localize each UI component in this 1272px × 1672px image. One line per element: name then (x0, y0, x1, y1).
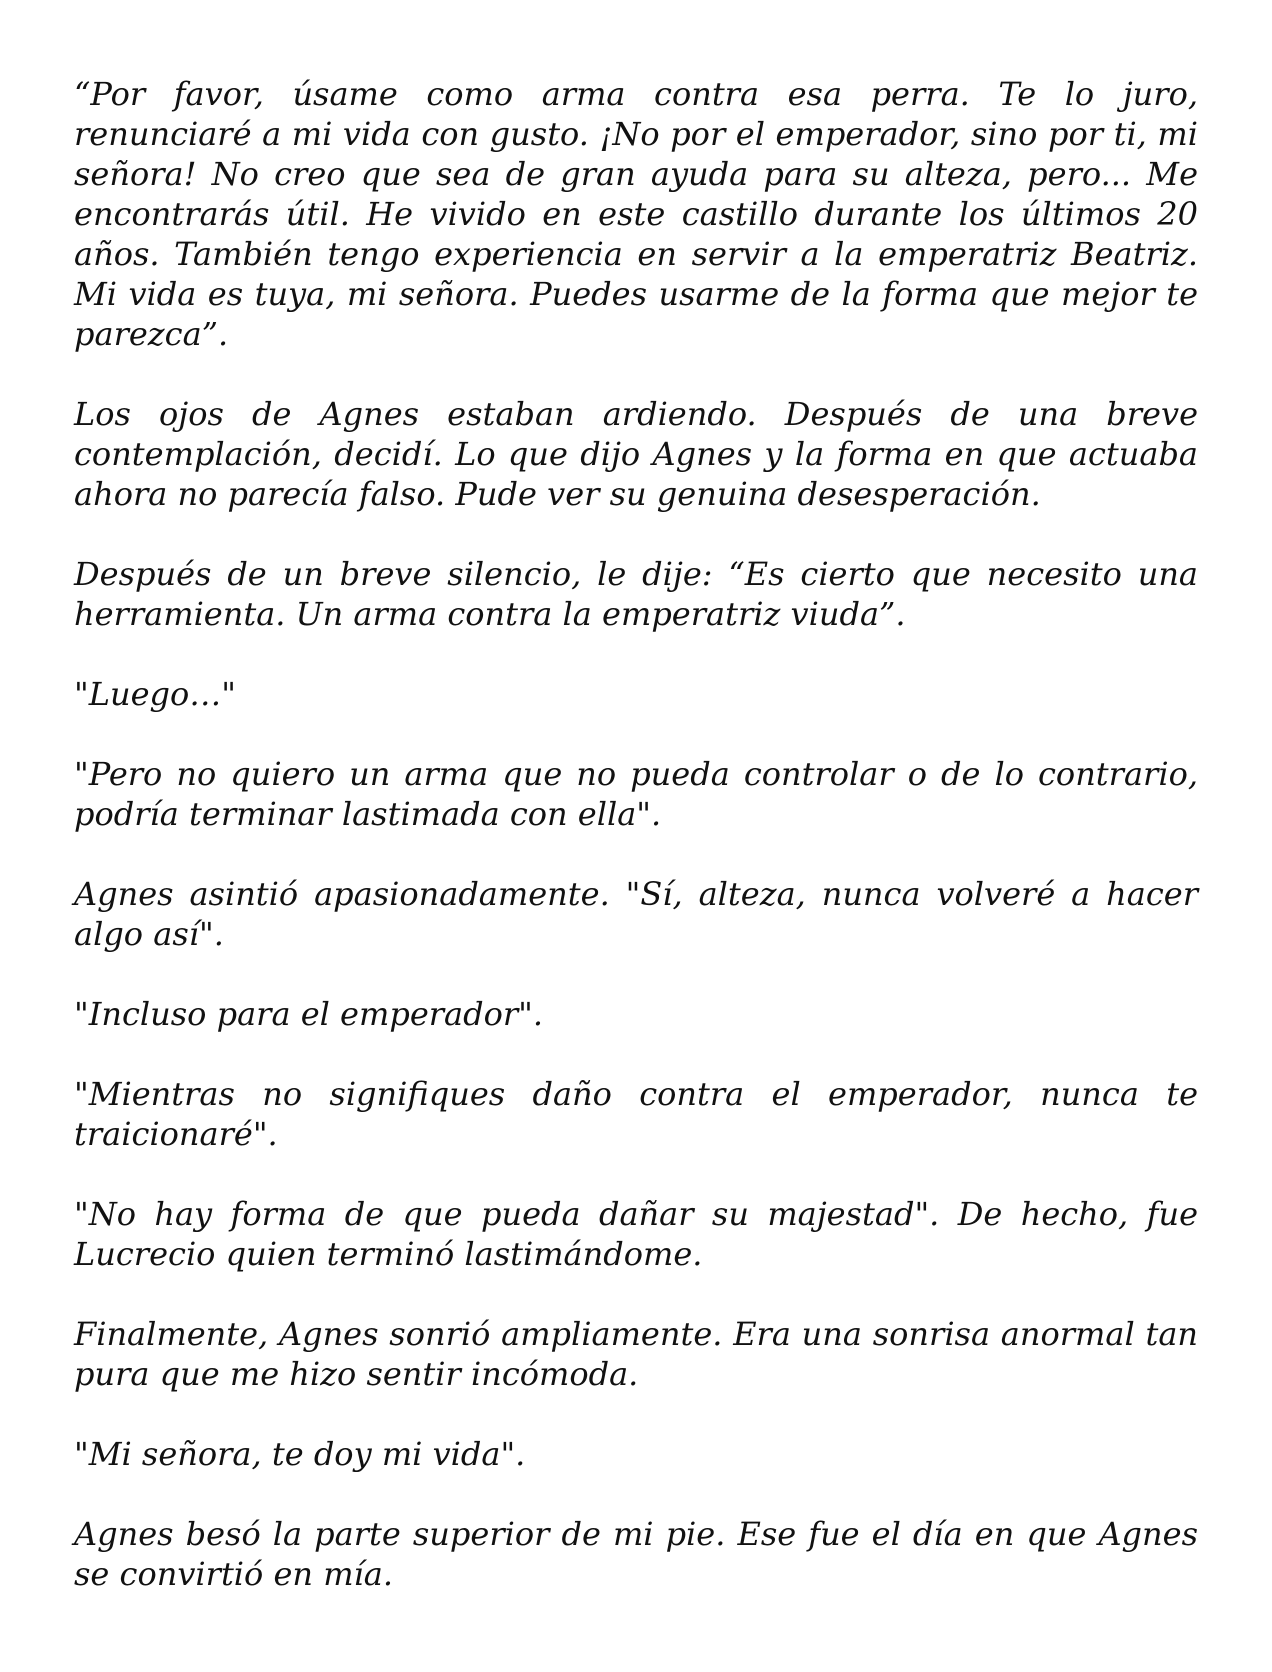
paragraph-need-tool: Después de un breve silencio, le dije: “Es cierto que necesito una herramienta. Un arma contra la emperatriz viuda”. (74, 555, 1198, 633)
paragraph-luego: "Luego…" (74, 675, 236, 713)
paragraph-give-life: "Mi señora, te doy mi vida". (74, 1435, 526, 1473)
paragraph-even-emperor: "Incluso para el emperador". (74, 995, 544, 1033)
paragraph-kiss-foot: Agnes besó la parte superior de mi pie. Ese fue el día en que Agnes se convirtió en mía. (74, 1515, 1198, 1593)
paragraph-agnes-smile: Finalmente, Agnes sonrió ampliamente. Era una sonrisa anormal tan pura que me hizo sentir incómoda. (74, 1315, 1198, 1393)
paragraph-no-harm-majesty: "No hay forma de que pueda dañar su majestad". De hecho, fue Lucrecio quien terminó lastimándome. (74, 1195, 1198, 1273)
paragraph-control-weapon: "Pero no quiero un arma que no pueda controlar o de lo contrario, podría terminar lastimada con ella". (74, 755, 1198, 833)
paragraph-never-betray: "Mientras no signifiques daño contra el emperador, nunca te traicionaré". (74, 1075, 1198, 1153)
paragraph-agnes-nods: Agnes asintió apasionadamente. "Sí, alteza, nunca volveré a hacer algo así". (74, 875, 1198, 953)
document-page (74, 74, 1198, 1634)
paragraph-agnes-plea: “Por favor, úsame como arma contra esa perra. Te lo juro, renunciaré a mi vida con gusto. ¡No por el emperador, sino por ti, mi señora! No creo que sea de gran ayuda para su alteza, pero... Me encontrarás útil. He vivido en este castillo durante los últimos 20 años. También tengo experiencia en servir a la emperatriz Beatriz. Mi vida es tuya, mi señora. Puedes usarme de la forma que mejor te parezca”. (74, 75, 1198, 353)
paragraph-agnes-eyes: Los ojos de Agnes estaban ardiendo. Después de una breve contemplación, decidí. Lo que dijo Agnes y la forma en que actuaba ahora no parecía falso. Pude ver su genuina desesperación. (74, 395, 1198, 513)
